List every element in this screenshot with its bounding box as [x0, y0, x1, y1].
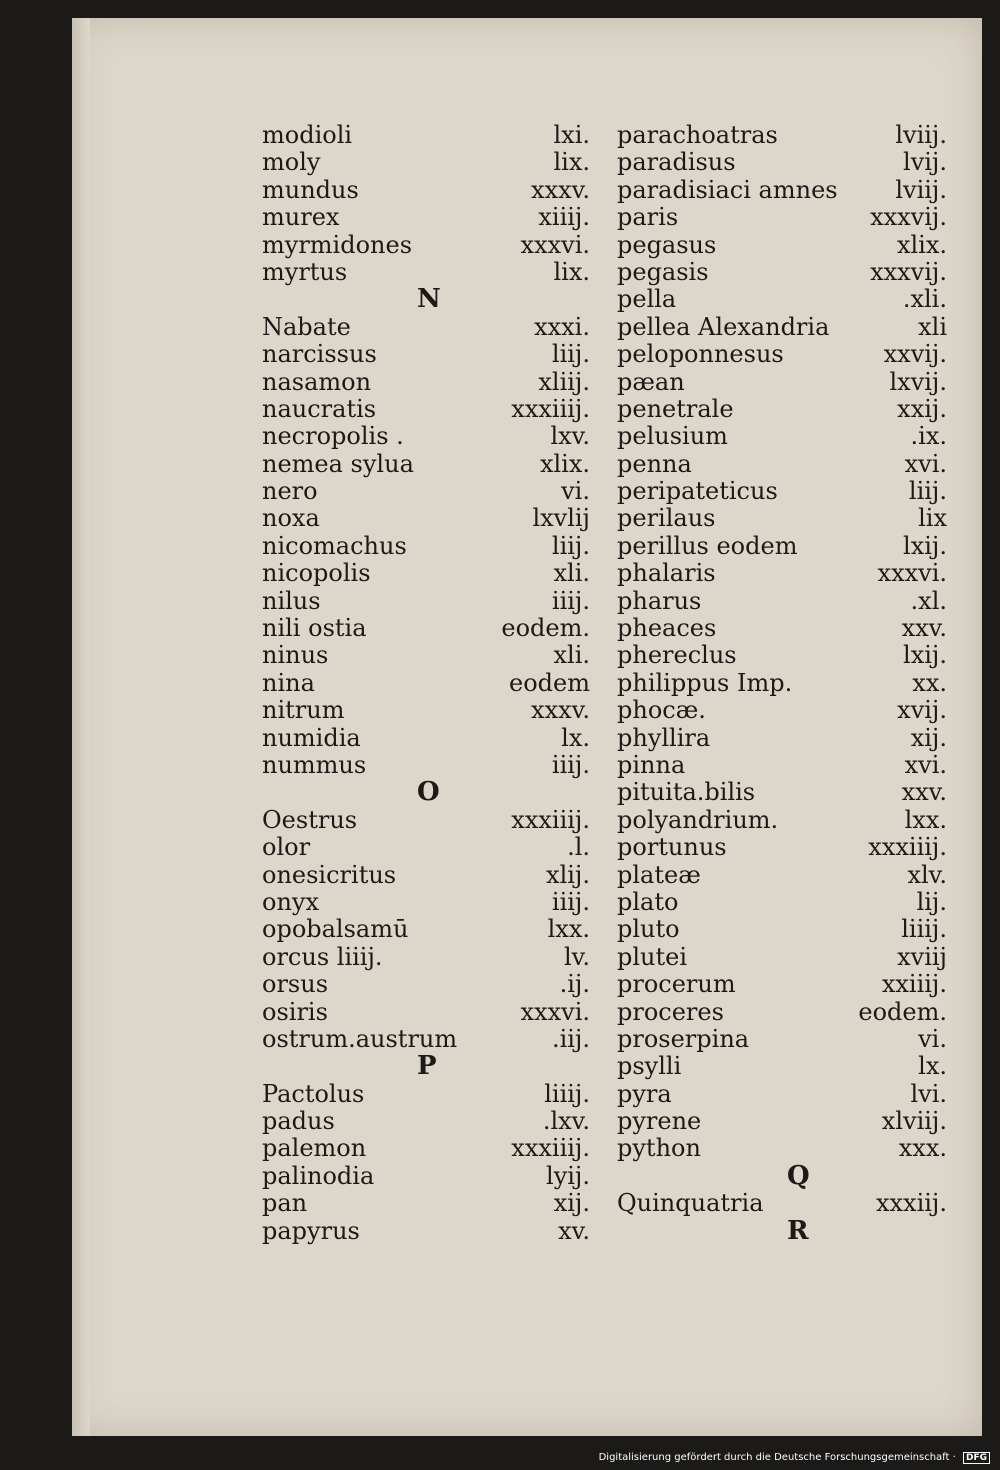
entry-word: nicomachus — [262, 531, 407, 560]
index-entry — [262, 725, 590, 752]
entry-folio-number: lviij. — [895, 175, 947, 204]
index-entry — [262, 697, 590, 724]
section-letter: O — [417, 777, 440, 808]
index-entry — [262, 1135, 590, 1162]
entry-folio-number: xvi. — [904, 750, 947, 779]
index-entry — [262, 232, 590, 259]
entry-word: pyrene — [617, 1107, 702, 1136]
entry-folio-number: xxxvi. — [877, 559, 947, 588]
index-entry — [262, 834, 590, 861]
index-entry — [262, 807, 590, 834]
entry-folio-number: liiij. — [544, 1079, 590, 1108]
index-entry — [617, 615, 947, 642]
entry-folio-number: xxxv. — [531, 175, 590, 204]
entry-word: papyrus — [262, 1216, 360, 1245]
entry-word: pellea Alexandria — [617, 312, 830, 341]
entry-folio-number: xxxv. — [531, 696, 590, 725]
index-entry — [617, 999, 947, 1026]
index-entry — [262, 560, 590, 587]
entry-word: penna — [617, 449, 692, 478]
section-letter-row — [262, 779, 590, 806]
entry-folio-number: lxvlij — [532, 504, 590, 533]
index-entry — [262, 916, 590, 943]
index-entry — [262, 971, 590, 998]
entry-folio-number: lxij. — [903, 641, 947, 670]
entry-word: Oestrus — [262, 805, 358, 834]
entry-word: plutei — [617, 942, 688, 971]
entry-folio-number: liij. — [908, 477, 947, 506]
entry-folio-number: liiij. — [901, 915, 947, 944]
entry-word: phocæ. — [617, 696, 706, 725]
index-entry — [262, 1026, 590, 1053]
entry-word: olor — [262, 833, 311, 862]
index-entry — [262, 396, 590, 423]
index-entry — [617, 889, 947, 916]
index-entry — [617, 834, 947, 861]
section-letter-row — [617, 1215, 947, 1246]
entry-folio-number: lv. — [563, 942, 590, 971]
entry-word: python — [617, 1134, 701, 1163]
entry-word: palemon — [262, 1134, 367, 1163]
index-entry — [262, 478, 590, 505]
entry-folio-number: xxij. — [897, 394, 947, 423]
index-entry — [617, 204, 947, 231]
index-column-left — [262, 122, 590, 1245]
entry-word: portunus — [617, 833, 727, 862]
index-entry — [617, 560, 947, 587]
footer-text: Digitalisierung gefördert durch die Deutsche Forschungsgemeinschaft · — [598, 1452, 956, 1463]
entry-folio-number: .iij. — [551, 1024, 590, 1053]
index-entry — [262, 1163, 590, 1190]
entry-word: plateæ — [617, 860, 701, 889]
index-entry — [262, 1081, 590, 1108]
index-entry — [617, 314, 947, 341]
index-entry — [262, 1108, 590, 1135]
index-entry — [262, 670, 590, 697]
entry-folio-number: .ij. — [559, 970, 590, 999]
entry-word: pegasus — [617, 230, 717, 259]
entry-folio-number: xxv. — [901, 614, 947, 643]
entry-word: polyandrium. — [617, 805, 779, 834]
index-entry — [262, 314, 590, 341]
entry-word: procerum — [617, 970, 736, 999]
entry-folio-number: lix. — [553, 148, 590, 177]
entry-folio-number: xviij — [897, 942, 947, 971]
index-entry — [262, 944, 590, 971]
entry-folio-number: xij. — [553, 1189, 590, 1218]
index-entry — [617, 1053, 947, 1080]
entry-word: perilaus — [617, 504, 716, 533]
entry-folio-number: xlv. — [907, 860, 947, 889]
index-entry — [617, 232, 947, 259]
entry-folio-number: iiij. — [551, 586, 590, 615]
entry-word: ninus — [262, 641, 329, 670]
entry-folio-number: xx. — [912, 668, 947, 697]
entry-folio-number: xvi. — [904, 449, 947, 478]
entry-word: pan — [262, 1189, 308, 1218]
index-entry — [262, 999, 590, 1026]
entry-word: paradisiaci amnes — [617, 175, 838, 204]
entry-word: pæan — [617, 367, 685, 396]
entry-folio-number: xxxiiij. — [511, 805, 590, 834]
index-entry — [617, 971, 947, 998]
section-letter-row — [262, 1053, 590, 1080]
entry-word: nicopolis — [262, 559, 371, 588]
index-entry — [617, 725, 947, 752]
index-entry — [262, 451, 590, 478]
entry-folio-number: xxx. — [898, 1134, 947, 1163]
entry-folio-number: eodem. — [501, 614, 590, 643]
entry-word: onesicritus — [262, 860, 397, 889]
entry-folio-number: vi. — [918, 1024, 947, 1053]
index-entry — [262, 615, 590, 642]
entry-folio-number: xxiiij. — [881, 970, 947, 999]
entry-word: proserpina — [617, 1024, 750, 1053]
entry-folio-number: lvi. — [910, 1079, 947, 1108]
entry-folio-number: lviij. — [895, 121, 947, 149]
index-entry — [617, 916, 947, 943]
entry-word: narcissus — [262, 340, 377, 369]
entry-folio-number: xvij. — [897, 696, 947, 725]
entry-word: orcus liiij. — [262, 942, 383, 971]
index-entry — [262, 588, 590, 615]
index-entry — [262, 122, 590, 149]
entry-word: osiris — [262, 997, 328, 1026]
entry-word: pinna — [617, 750, 686, 779]
entry-word: necropolis . — [262, 422, 404, 451]
entry-folio-number: iiij. — [551, 750, 590, 779]
section-letter: N — [417, 284, 441, 315]
entry-word: peloponnesus — [617, 340, 784, 369]
index-entry — [262, 862, 590, 889]
entry-folio-number: xxxvi. — [520, 230, 590, 259]
index-entry — [262, 1190, 590, 1217]
entry-word: Quinquatria — [617, 1189, 764, 1218]
index-entry — [262, 642, 590, 669]
entry-word: psylli — [617, 1052, 682, 1081]
section-letter-row — [262, 286, 590, 313]
index-entry — [262, 505, 590, 532]
section-letter-row — [617, 1160, 947, 1191]
entry-folio-number: xxvij. — [883, 340, 947, 369]
entry-folio-number: lxv. — [550, 422, 590, 451]
entry-folio-number: .lxv. — [542, 1107, 590, 1136]
entry-word: paradisus — [617, 148, 736, 177]
entry-word: padus — [262, 1107, 335, 1136]
entry-folio-number: lix — [918, 504, 947, 533]
index-entry — [617, 478, 947, 505]
entry-folio-number: lix. — [553, 257, 590, 286]
index-entry — [617, 286, 947, 313]
index-entry — [617, 122, 947, 149]
index-entry — [617, 588, 947, 615]
index-entry — [262, 341, 590, 368]
entry-word: phyllira — [617, 723, 711, 752]
index-entry — [262, 204, 590, 231]
entry-word: phereclus — [617, 641, 737, 670]
entry-word: mundus — [262, 175, 359, 204]
entry-folio-number: xxxvij. — [870, 203, 947, 232]
entry-folio-number: eodem — [509, 668, 590, 697]
entry-folio-number: eodem. — [858, 997, 947, 1026]
entry-folio-number: xxxiiij. — [511, 1134, 590, 1163]
entry-folio-number: xiiij. — [538, 203, 590, 232]
entry-word: pluto — [617, 915, 680, 944]
entry-word: phalaris — [617, 559, 716, 588]
entry-folio-number: xli. — [553, 641, 590, 670]
index-entry — [617, 505, 947, 532]
index-entry — [617, 177, 947, 204]
index-entry — [617, 642, 947, 669]
entry-word: parachoatras — [617, 121, 778, 149]
entry-word: pyra — [617, 1079, 672, 1108]
entry-folio-number: .xl. — [910, 586, 947, 615]
entry-folio-number: iiij. — [551, 887, 590, 916]
index-entry — [262, 752, 590, 779]
entry-folio-number: lxx. — [547, 915, 590, 944]
entry-word: nemea sylua — [262, 449, 414, 478]
entry-word: nummus — [262, 750, 367, 779]
dfg-logo-badge: DFG — [963, 1452, 990, 1464]
index-entry — [617, 149, 947, 176]
entry-folio-number: lx. — [561, 723, 590, 752]
index-entry — [617, 1081, 947, 1108]
entry-folio-number: lij. — [916, 887, 947, 916]
index-entry — [262, 1218, 590, 1245]
index-entry — [617, 670, 947, 697]
entry-word: opobalsamū — [262, 915, 409, 944]
page-edge-shadow — [72, 18, 90, 1436]
section-letter: R — [787, 1215, 809, 1246]
index-entry — [262, 533, 590, 560]
entry-folio-number: xli. — [553, 559, 590, 588]
entry-word: moly — [262, 148, 321, 177]
entry-word: nili ostia — [262, 614, 367, 643]
entry-word: Pactolus — [262, 1079, 365, 1108]
entry-word: nitrum — [262, 696, 345, 725]
index-entry — [617, 1190, 947, 1217]
entry-word: nina — [262, 668, 315, 697]
index-entry — [617, 697, 947, 724]
entry-word: proceres — [617, 997, 724, 1026]
index-entry — [617, 533, 947, 560]
entry-folio-number: liij. — [551, 531, 590, 560]
index-entry — [617, 341, 947, 368]
entry-word: orsus — [262, 970, 329, 999]
index-entry — [617, 396, 947, 423]
entry-word: Nabate — [262, 312, 351, 341]
index-entry — [617, 423, 947, 450]
index-entry — [262, 369, 590, 396]
index-entry — [617, 451, 947, 478]
index-entry — [617, 779, 947, 806]
entry-folio-number: xxxvij. — [870, 257, 947, 286]
entry-folio-number: xlij. — [546, 860, 590, 889]
entry-folio-number: vi. — [561, 477, 590, 506]
entry-folio-number: lxij. — [903, 531, 947, 560]
entry-folio-number: .xli. — [902, 285, 947, 314]
entry-word: palinodia — [262, 1161, 375, 1190]
entry-word: perillus eodem — [617, 531, 798, 560]
entry-folio-number: xxxiij. — [875, 1189, 947, 1218]
entry-folio-number: lxi. — [553, 121, 590, 149]
entry-folio-number: lxvij. — [889, 367, 947, 396]
section-letter: Q — [787, 1160, 810, 1191]
index-entry — [617, 862, 947, 889]
index-entry — [262, 423, 590, 450]
entry-folio-number: lvij. — [903, 148, 947, 177]
index-entry — [617, 752, 947, 779]
entry-word: naucratis — [262, 394, 377, 423]
entry-folio-number: xxxiiij. — [868, 833, 947, 862]
entry-folio-number: xxv. — [901, 778, 947, 807]
index-entry — [617, 259, 947, 286]
entry-folio-number: xxxvi. — [520, 997, 590, 1026]
entry-word: myrtus — [262, 257, 348, 286]
entry-folio-number: xij. — [910, 723, 947, 752]
entry-folio-number: lyij. — [546, 1161, 590, 1190]
entry-word: modioli — [262, 121, 353, 149]
entry-folio-number: xlviij. — [881, 1107, 947, 1136]
entry-word: pegasis — [617, 257, 709, 286]
entry-folio-number: xli — [918, 312, 947, 341]
entry-word: nilus — [262, 586, 321, 615]
index-entry — [617, 944, 947, 971]
index-column-right — [617, 122, 947, 1245]
entry-folio-number: xv. — [558, 1216, 590, 1245]
entry-word: onyx — [262, 887, 319, 916]
entry-word: murex — [262, 203, 340, 232]
entry-folio-number: xlix. — [896, 230, 947, 259]
entry-folio-number: .l. — [567, 833, 590, 862]
index-entry — [262, 177, 590, 204]
entry-word: penetrale — [617, 394, 734, 423]
entry-folio-number: xxxi. — [534, 312, 590, 341]
index-entry — [262, 259, 590, 286]
entry-word: noxa — [262, 504, 320, 533]
entry-word: pheaces — [617, 614, 717, 643]
entry-word: paris — [617, 203, 679, 232]
entry-word: pituita.bilis — [617, 778, 756, 807]
entry-folio-number: lx. — [918, 1052, 947, 1081]
index-entry — [617, 1135, 947, 1162]
index-entry — [617, 1026, 947, 1053]
index-entry — [262, 149, 590, 176]
entry-word: pelusium — [617, 422, 728, 451]
entry-word: numidia — [262, 723, 361, 752]
index-entry — [262, 889, 590, 916]
index-entry — [617, 1108, 947, 1135]
entry-word: plato — [617, 887, 679, 916]
entry-word: ostrum.austrum — [262, 1024, 458, 1053]
entry-folio-number: .ix. — [910, 422, 947, 451]
footer-credit — [0, 1452, 990, 1464]
entry-word: pharus — [617, 586, 702, 615]
entry-word: peripateticus — [617, 477, 778, 506]
book-page — [72, 18, 982, 1436]
index-entry — [617, 369, 947, 396]
entry-word: philippus Imp. — [617, 668, 793, 697]
entry-folio-number: xxxiiij. — [511, 394, 590, 423]
entry-folio-number: xliij. — [538, 367, 590, 396]
entry-folio-number: liij. — [551, 340, 590, 369]
entry-word: nasamon — [262, 367, 372, 396]
entry-word: pella — [617, 285, 677, 314]
entry-folio-number: lxx. — [904, 805, 947, 834]
section-letter: P — [417, 1051, 437, 1082]
index-entry — [617, 807, 947, 834]
entry-word: nero — [262, 477, 318, 506]
entry-folio-number: xlix. — [539, 449, 590, 478]
entry-word: myrmidones — [262, 230, 413, 259]
